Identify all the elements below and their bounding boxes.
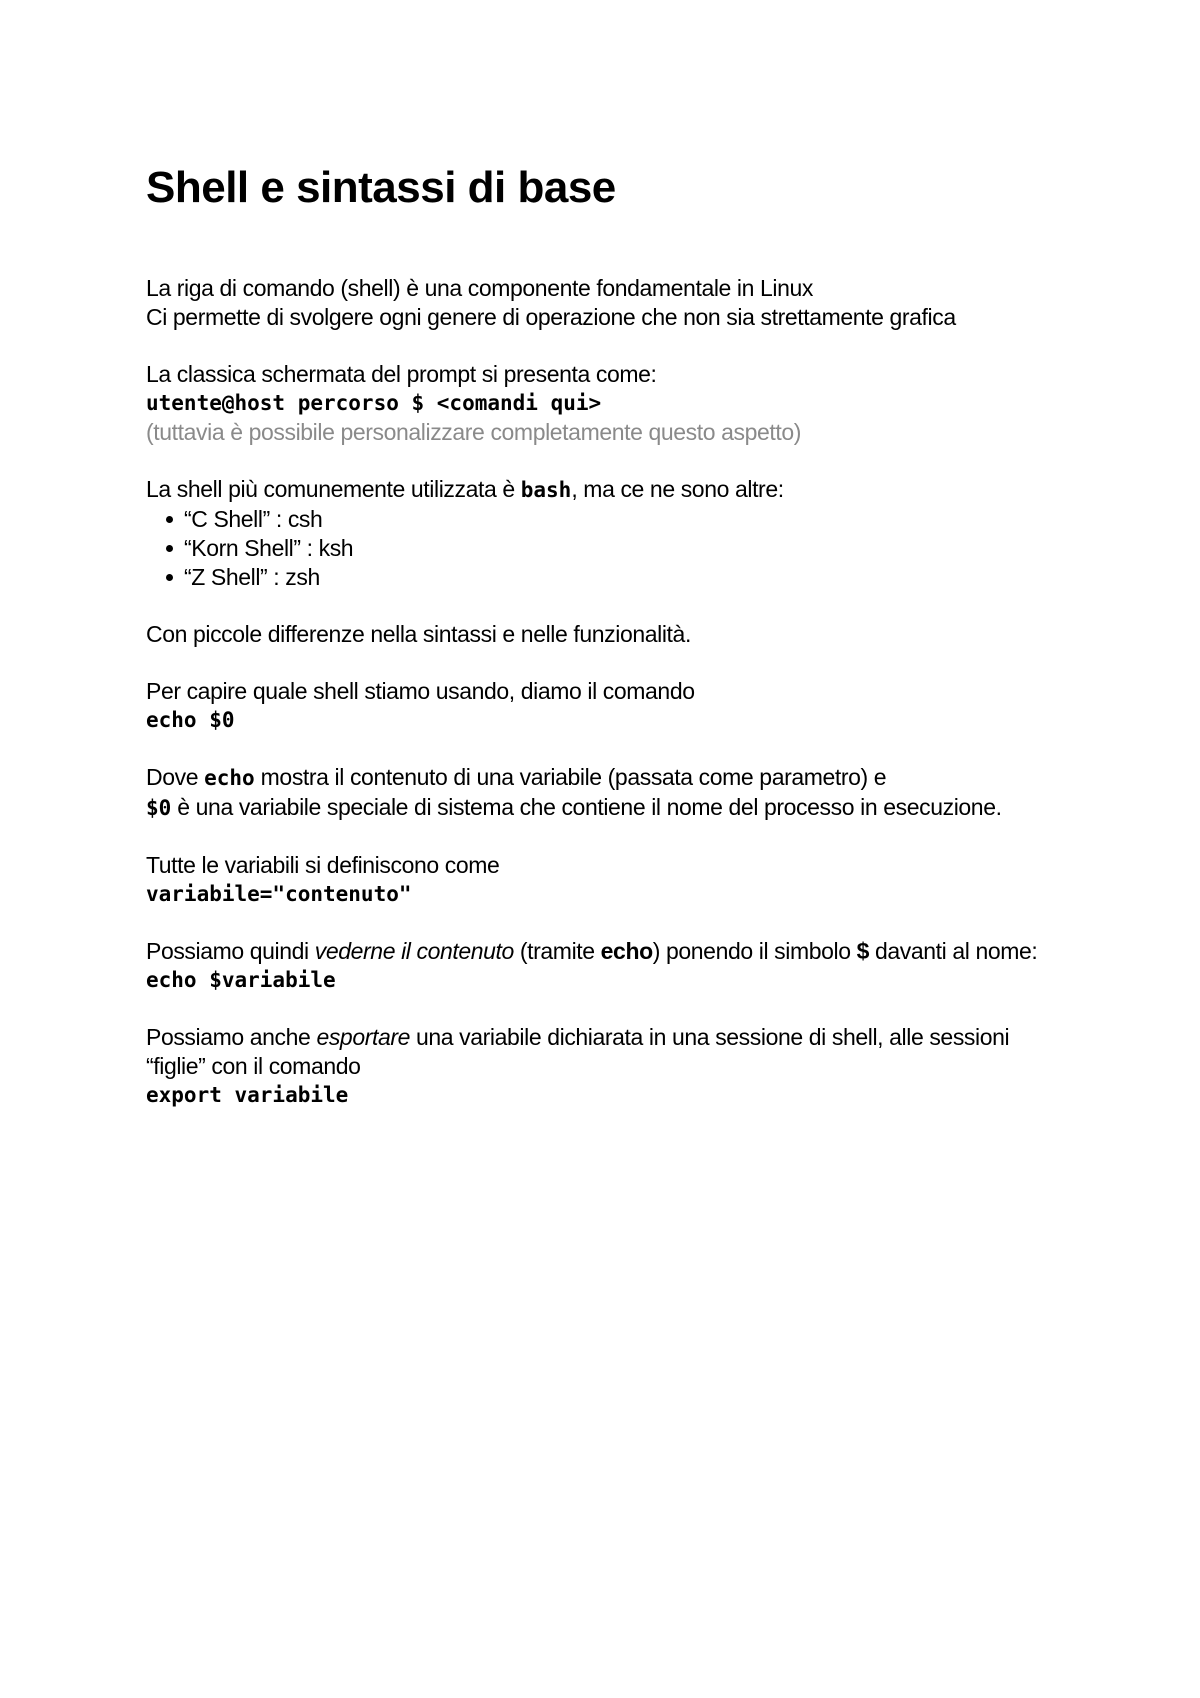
bash-code: bash — [520, 478, 572, 502]
explanation-section — [146, 763, 1066, 823]
export-code: export variabile — [146, 1083, 349, 1107]
shells-list — [146, 505, 1066, 592]
echo-code: echo — [204, 766, 255, 790]
prompt-text: La classica schermata del prompt si presenta come: — [146, 361, 657, 387]
explanation-dove: Dove — [146, 764, 205, 790]
view-text — [146, 937, 1066, 966]
view-dollar: $ — [856, 938, 869, 964]
view-code: echo $variabile — [146, 968, 336, 992]
list-item: “Korn Shell” : ksh — [184, 534, 1066, 563]
differences-section — [146, 620, 1066, 649]
intro-section — [146, 274, 1066, 332]
define-code: variabile="contenuto" — [146, 882, 412, 906]
view-echo: echo — [600, 938, 653, 964]
export-italic: esportare — [316, 1024, 411, 1050]
explanation-part-1: mostra il contenuto di una variabile (passata come parametro) e — [254, 764, 887, 790]
which-shell-code: echo $0 — [146, 708, 235, 732]
define-section — [146, 851, 1066, 909]
which-shell-section — [146, 677, 1066, 735]
explanation-part-2: è una variabile speciale di sistema che contiene il nome del processo in esecuzione. — [171, 794, 1002, 820]
differences-text: Con piccole differenze nella sintassi e nelle funzionalità. — [146, 621, 691, 647]
export-part-2: una variabile dichiarata in una sessione di shell, alle sessioni “figlie” con il comando — [146, 1024, 1010, 1079]
prompt-note: (tuttavia è possibile personalizzare completamente questo aspetto) — [146, 419, 802, 445]
prompt-code: utente@host percorso $ <comandi qui> — [146, 391, 602, 415]
view-italic: vederne il contenuto — [314, 938, 514, 964]
shells-text — [146, 475, 1066, 505]
view-part-4: davanti al nome: — [869, 938, 1038, 964]
view-section — [146, 937, 1066, 995]
document-page — [146, 160, 1066, 1138]
list-item: “C Shell” : csh — [184, 505, 1066, 534]
view-part-2: (tramite — [513, 938, 601, 964]
shells-section — [146, 475, 1066, 592]
export-text — [146, 1023, 1066, 1081]
page-title: Shell e sintassi di base — [146, 163, 616, 212]
define-text: Tutte le variabili si definiscono come — [146, 852, 500, 878]
export-part-1: Possiamo anche — [146, 1024, 317, 1050]
list-item: “Z Shell” : zsh — [184, 563, 1066, 592]
intro-line-2: Ci permette di svolgere ogni genere di operazione che non sia strettamente grafica — [146, 304, 956, 330]
shells-text-before: La shell più comunemente utilizzata è — [146, 476, 521, 502]
view-part-1: Possiamo quindi — [146, 938, 315, 964]
export-section — [146, 1023, 1066, 1110]
shells-text-after: , ma ce ne sono altre: — [571, 476, 784, 502]
view-part-3: ) ponendo il simbolo — [652, 938, 857, 964]
intro-line-1: La riga di comando (shell) è una componente fondamentale in Linux — [146, 275, 813, 301]
which-shell-text: Per capire quale shell stiamo usando, diamo il comando — [146, 678, 695, 704]
explanation-text — [146, 763, 1066, 823]
prompt-section — [146, 360, 1066, 447]
var-code: $0 — [146, 796, 172, 820]
